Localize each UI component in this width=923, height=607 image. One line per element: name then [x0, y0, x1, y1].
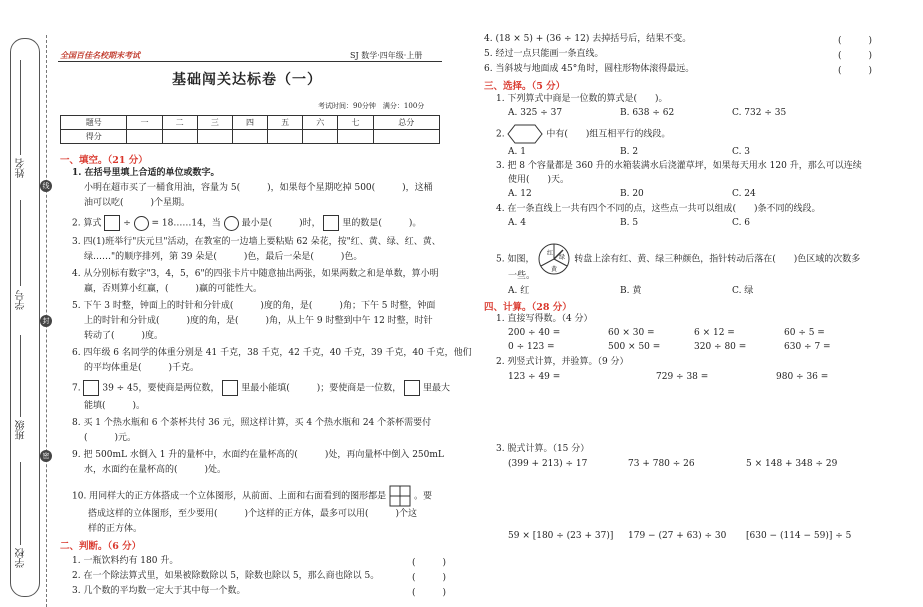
spinner-label: 黄 — [551, 266, 558, 273]
q1-7-line2: 能填( )。 — [84, 401, 146, 411]
choice-option[interactable]: B. 2 — [620, 147, 639, 157]
choice-option[interactable]: B. 5 — [620, 218, 639, 228]
q1-7-c: 里最小能填( )；要使商是一位数， — [241, 383, 402, 394]
section-2-title: 二、判断。（6 分） — [60, 541, 142, 552]
judge-item: 3. 几个数的平均数一定大于其中每一个数。 — [72, 586, 246, 596]
oral-item[interactable]: 0 ÷ 123 = — [508, 342, 555, 352]
section-1-title: 一、填空。（21 分） — [60, 155, 148, 166]
q1-10-line2: 搭成这样的立体图形，至少要用( )个这样的正方体，最多可以用( )个这 — [88, 509, 418, 519]
score-cell: 题号 — [61, 116, 127, 130]
exam-meta: 考试时间：90分钟 满分：100分 — [318, 102, 425, 110]
score-input[interactable] — [268, 130, 303, 144]
q1-7-line1 — [72, 380, 450, 396]
choice-q2 — [496, 124, 670, 144]
q1-7-a: 7. — [72, 383, 81, 394]
judge-item: 5. 经过一点只能画一条直线。 — [484, 49, 604, 59]
calc-q3: 3. 脱式计算。（15 分） — [496, 444, 590, 454]
digit-box-2[interactable] — [222, 380, 238, 396]
oral-item[interactable]: 6 × 12 = — [694, 328, 735, 338]
choice-q5 — [496, 242, 860, 276]
choice-q5-b: 转盘上涂有红、黄、绿三种颜色，指针转动后落在( )色区域的次数多 — [574, 254, 861, 265]
q1-9-line1: 9. 把 500mL 水倒入 1 升的量杯中，水面约在量杯高的( )处，再向量杯中倒入 250mL — [72, 450, 444, 460]
divisor-circle-2[interactable] — [224, 216, 239, 231]
spinner-label: 红 — [547, 250, 554, 257]
q1-10-line3: 样的正方体。 — [88, 524, 143, 534]
series-label: 全国百佳名校期末考试 — [60, 50, 140, 60]
step-calc[interactable]: 73 + 780 ÷ 26 — [628, 459, 695, 469]
divisor-circle[interactable] — [134, 216, 149, 231]
choice-option[interactable]: C. 732 ÷ 35 — [732, 108, 787, 118]
q1-5-line2: 上的时针和分针成( )度的角，是( )角，从上午 9 时整到中午 12 时整，时针 — [84, 316, 433, 326]
subject-label: SJ 数学·四年级·上册 — [350, 51, 423, 60]
dividend-box[interactable] — [104, 215, 120, 231]
step-calc[interactable]: (399 + 213) ÷ 17 — [508, 459, 588, 469]
q1-8-line1: 8. 买 1 个热水瓶和 6 个茶杯共付 36 元，照这样计算，买 4 个热水瓶和 24 个茶杯需要付 — [72, 418, 432, 428]
q1-1-stem: 1. 在括号里填上合适的单位或数字。 — [72, 168, 220, 178]
class-label: 班级 — [16, 420, 27, 440]
choice-option[interactable]: A. 325 ÷ 37 — [508, 108, 563, 118]
q1-1-line1: 小明在超市买了一桶食用油，容量为 5( )，如果每个星期吃掉 500( )，这桶 — [84, 183, 433, 193]
name-label: 姓名 — [16, 158, 27, 178]
judge-paren[interactable]: ( ) — [838, 66, 873, 76]
name-line — [20, 60, 21, 155]
score-cell: 四 — [232, 116, 267, 130]
choice-option[interactable]: C. 绿 — [732, 286, 754, 296]
judge-paren[interactable]: ( ) — [412, 588, 447, 598]
q1-1-line2: 油可以吃( )个星期。 — [84, 198, 191, 208]
q1-5-line1: 5. 下午 3 时整，钟面上的时针和分针成( )度的角，是( )角；下午 5 时整，钟面 — [72, 301, 436, 311]
q1-2 — [72, 215, 421, 231]
score-cell: 三 — [197, 116, 232, 130]
step-calc[interactable]: 179 − (27 + 63) ÷ 30 — [628, 531, 727, 541]
step-calc[interactable]: 59 × [180 ÷ (23 + 37)] — [508, 531, 614, 541]
q1-4-line1: 4. 从分别标有数字"3，4，5，6"的四张卡片中随意抽出两张，如果两数之和是单数，算小明 — [72, 269, 439, 279]
header-rule — [58, 61, 442, 62]
choice-option[interactable]: A. 红 — [508, 286, 530, 296]
score-cell: 七 — [338, 116, 373, 130]
section-3-title: 三、选择。（5 分） — [484, 81, 566, 92]
q1-7-d: 里最大 — [423, 383, 451, 394]
choice-option[interactable]: B. 黄 — [620, 286, 642, 296]
binding-strip — [0, 0, 50, 607]
dividend-box-2[interactable] — [323, 215, 339, 231]
choice-option[interactable]: A. 4 — [508, 218, 526, 228]
calc-q2: 2. 列竖式计算，并验算。（9 分） — [496, 357, 629, 367]
class-line — [20, 335, 21, 417]
student-id-label: 学号 — [16, 290, 27, 310]
choice-option[interactable]: C. 3 — [732, 147, 751, 157]
q1-10-line1 — [72, 485, 432, 507]
score-input[interactable] — [197, 130, 232, 144]
score-cell: 五 — [268, 116, 303, 130]
choice-q3-line1: 3. 把 8 个容量都是 360 升的水箱装满水后浇灌草坪，如果每天用水 120 升，那么可以连续 — [496, 161, 862, 171]
q1-10-b: 。要 — [413, 491, 432, 502]
q1-3-line2: 绿……"的顺序排列，第 39 朵是( )色，最后一朵是( )色。 — [84, 252, 363, 262]
q1-3-line1: 3. 四(1)班举行"庆元旦"活动，在教室的一边墙上要粘贴 62 朵花，按"红、黄、绿、红、黄、 — [72, 237, 441, 247]
score-input[interactable] — [338, 130, 373, 144]
judge-item: 1. 一瓶饮料约有 180 升。 — [72, 556, 179, 566]
choice-option[interactable]: C. 6 — [732, 218, 751, 228]
student-id-line — [20, 200, 21, 286]
score-input[interactable] — [162, 130, 197, 144]
choice-option[interactable]: A. 1 — [508, 147, 526, 157]
q1-8-line2: ( )元。 — [84, 433, 137, 443]
choice-q2-a: 2. — [496, 129, 505, 140]
seal-secret: 密 — [40, 450, 52, 462]
judge-paren[interactable]: ( ) — [838, 51, 873, 61]
calc-q1: 1. 直接写得数。（4 分） — [496, 314, 593, 324]
choice-option[interactable]: B. 638 ÷ 62 — [620, 108, 675, 118]
judge-paren[interactable]: ( ) — [412, 558, 447, 568]
judge-paren[interactable]: ( ) — [838, 36, 873, 46]
spinner-icon — [537, 242, 571, 276]
strip-frame — [10, 38, 40, 597]
digit-box[interactable] — [83, 380, 99, 396]
score-input[interactable] — [373, 130, 439, 144]
vertical-calc[interactable]: 123 ÷ 49 = — [508, 372, 561, 382]
q1-2-d: 最小是( )时， — [241, 218, 321, 229]
spinner-label: 绿 — [559, 254, 566, 261]
score-row — [61, 130, 440, 144]
q1-10-a: 10. 用同样大的正方体搭成一个立体图形，从前面、上面和右面看到的图形都是 — [72, 491, 387, 502]
q1-5-line3: 转动了( )度。 — [84, 331, 164, 341]
q1-4-line2: 赢，否则算小红赢，( )赢的可能性大。 — [84, 284, 263, 294]
oral-item[interactable]: 60 ÷ 5 = — [784, 328, 825, 338]
step-calc[interactable]: 5 × 148 + 348 ÷ 29 — [746, 459, 838, 469]
score-cell: 六 — [303, 116, 338, 130]
oral-item[interactable]: 500 × 50 = — [608, 342, 661, 352]
judge-item: 6. 当斜坡与地面成 45°角时，圆柱形物体滚得最远。 — [484, 64, 695, 74]
oral-item[interactable]: 60 × 30 = — [608, 328, 655, 338]
hexagon-icon — [507, 124, 543, 144]
seal-seal: 封 — [40, 315, 52, 327]
choice-option[interactable]: A. 12 — [508, 189, 532, 199]
digit-box-3[interactable] — [404, 380, 420, 396]
choice-q3-line2: 使用( )天。 — [508, 175, 570, 185]
q1-6-line1: 6. 四年级 6 名同学的体重分别是 41 千克，38 千克，42 千克，40 千克，39 千克，40 千克，他们 — [72, 348, 472, 358]
q1-2-b: ÷ — [123, 218, 131, 229]
vertical-calc[interactable]: 980 ÷ 36 = — [776, 372, 829, 382]
choice-q5-a: 5. 如图， — [496, 254, 535, 265]
q1-6-line2: 的平均体重是( )千克。 — [84, 363, 200, 373]
choice-q1: 1. 下列算式中商是一位数的算式是( )。 — [496, 94, 668, 104]
q1-7-b: 39 ÷ 45，要使商是两位数， — [102, 383, 220, 394]
q1-2-c: = 18……14，当 — [151, 218, 221, 229]
school-line — [20, 462, 21, 545]
grid-shape-icon — [389, 485, 411, 507]
q1-9-line2: 水，水面约在量杯高的( )处。 — [84, 465, 227, 475]
section-4-title: 四、计算。（28 分） — [484, 302, 572, 313]
school-label: 学校 — [16, 548, 27, 568]
seal-line: 线 — [40, 180, 52, 192]
oral-item[interactable]: 320 ÷ 80 = — [694, 342, 747, 352]
judge-item: 4. (18 × 5) + (36 ÷ 12) 去掉括号后，结果不变。 — [484, 34, 692, 44]
choice-q4: 4. 在一条直线上一共有四个不同的点，这些点一共可以组成( )条不同的线段。 — [496, 204, 821, 214]
choice-option[interactable]: C. 24 — [732, 189, 756, 199]
score-input[interactable] — [127, 130, 162, 144]
score-label: 得分 — [61, 130, 127, 144]
oral-item[interactable]: 630 ÷ 7 = — [784, 342, 831, 352]
choice-option[interactable]: B. 20 — [620, 189, 644, 199]
page-title: 基础闯关达标卷（一） — [172, 72, 322, 88]
judge-paren[interactable]: ( ) — [412, 573, 447, 583]
score-header-row — [61, 116, 440, 130]
score-input[interactable] — [232, 130, 267, 144]
oral-item[interactable]: 200 ÷ 40 = — [508, 328, 561, 338]
q1-2-a: 2. 算式 — [72, 218, 102, 229]
choice-q2-b: 中有( )组互相平行的线段。 — [546, 129, 671, 140]
step-calc[interactable]: [630 − (114 − 59)] ÷ 5 — [746, 531, 852, 541]
vertical-calc[interactable]: 729 ÷ 38 = — [656, 372, 709, 382]
score-input[interactable] — [303, 130, 338, 144]
q1-2-e: 里的数是( )。 — [342, 218, 422, 229]
score-table — [60, 115, 440, 144]
score-cell: 一 — [127, 116, 162, 130]
score-cell: 总分 — [373, 116, 439, 130]
score-cell: 二 — [162, 116, 197, 130]
choice-q5-line2: 一些。 — [508, 271, 536, 281]
judge-item: 2. 在一个除法算式里，如果被除数除以 5，除数也除以 5，那么商也除以 5。 — [72, 571, 380, 581]
